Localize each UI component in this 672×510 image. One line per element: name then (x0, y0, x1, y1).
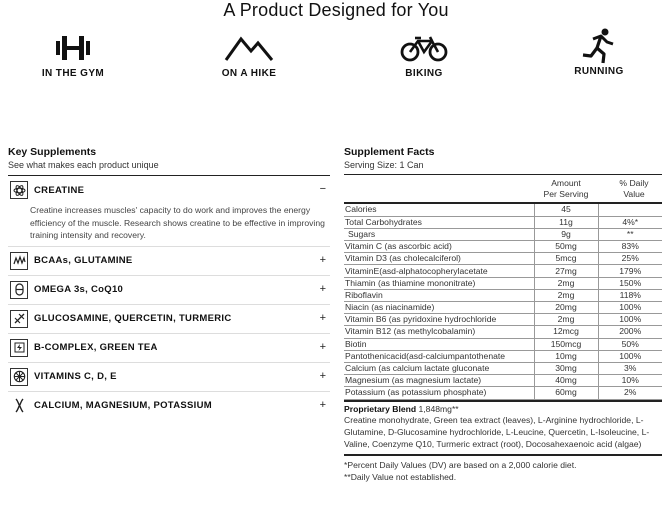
nutrient-name: Biotin (344, 338, 534, 350)
atom-icon (10, 181, 28, 199)
facts-table (344, 204, 662, 400)
nutrient-name: Vitamin C (as ascorbic acid) (344, 241, 534, 253)
expand-icon[interactable]: + (319, 253, 326, 266)
accordion-header[interactable] (8, 305, 330, 333)
nutrient-dv (598, 204, 662, 216)
nutrient-amount: 2mg (534, 289, 598, 301)
key-supplements-panel (8, 146, 330, 420)
nutrient-name: Calcium (as calcium lactate gluconate (344, 362, 534, 374)
facts-row (344, 289, 662, 301)
dv-header-line: % Daily (619, 178, 649, 188)
nutrient-dv: 100% (598, 350, 662, 362)
facts-row (344, 265, 662, 277)
zigzag-icon (10, 252, 28, 270)
accordion-header[interactable] (8, 276, 330, 304)
nutrient-dv: 2% (598, 387, 662, 399)
facts-row (344, 314, 662, 326)
nutrient-amount: 150mcg (534, 338, 598, 350)
nutrient-amount: 11g (534, 216, 598, 228)
activity-label: ON A HIKE (221, 68, 277, 79)
blend-amount: 1,848mg** (418, 403, 459, 414)
sun-icon (10, 368, 28, 386)
serving-size: Serving Size: 1 Can (344, 160, 424, 170)
nutrient-amount: 9g (534, 228, 598, 240)
nutrient-name: VitaminE(asd-alphatocopherylacetate (344, 265, 534, 277)
nutrient-name: Thiamin (as thiamine mononitrate) (344, 277, 534, 289)
runner-icon (579, 28, 619, 66)
joint-icon (10, 310, 28, 328)
amount-column-header (534, 178, 598, 200)
dumbbell-icon (53, 34, 93, 62)
nutrient-name: Niacin (as niacinamide) (344, 302, 534, 314)
footnote: **Daily Value not established. (344, 471, 457, 482)
nutrient-dv: ** (598, 228, 662, 240)
accordion-title: OMEGA 3s, CoQ10 (34, 284, 124, 295)
accordion-item-calcium (8, 392, 330, 420)
facts-row (344, 216, 662, 228)
activity-biking (364, 34, 484, 79)
nutrient-dv: 100% (598, 302, 662, 314)
footnotes (344, 454, 662, 483)
amount-header-line: Amount (551, 178, 581, 188)
bone-icon (10, 397, 28, 415)
accordion-title: VITAMINS C, D, E (34, 371, 117, 382)
accordion-item-omega (8, 276, 330, 305)
nutrient-name: Total Carbohydrates (344, 216, 534, 228)
facts-row (344, 326, 662, 338)
collapse-icon[interactable]: − (319, 183, 326, 195)
nutrient-name: Sugars (344, 228, 534, 240)
section-subtitle: See what makes each product unique (8, 160, 159, 170)
expand-icon[interactable]: + (319, 282, 326, 295)
proprietary-blend (344, 400, 662, 451)
nutrient-dv: 179% (598, 265, 662, 277)
facts-header (344, 174, 662, 204)
capsule-icon (10, 281, 28, 299)
facts-row (344, 387, 662, 399)
expand-icon[interactable]: + (319, 369, 326, 382)
section-title: Supplement Facts (344, 146, 435, 158)
accordion-header[interactable] (8, 247, 330, 275)
nutrient-amount: 20mg (534, 302, 598, 314)
nutrient-amount: 10mg (534, 350, 598, 362)
bolt-icon (10, 339, 28, 357)
accordion-header[interactable] (8, 334, 330, 362)
nutrient-amount: 2mg (534, 314, 598, 326)
accordion-item-creatine (8, 176, 330, 247)
accordion-item-bcaas (8, 247, 330, 276)
nutrient-amount: 45 (534, 204, 598, 216)
nutrient-dv: 118% (598, 289, 662, 301)
facts-row (344, 204, 662, 216)
nutrient-name: Potassium (as potassium phosphate) (344, 387, 534, 399)
activity-hike (189, 34, 309, 79)
dv-column-header (606, 178, 662, 200)
activity-label: IN THE GYM (41, 68, 105, 79)
section-title: Key Supplements (8, 146, 97, 158)
expand-icon[interactable]: + (319, 340, 326, 353)
accordion-title: GLUCOSAMINE, QUERCETIN, TURMERIC (34, 313, 232, 324)
activity-label: RUNNING (574, 66, 624, 77)
nutrient-name: Vitamin B6 (as pyridoxine hydrochloride (344, 314, 534, 326)
facts-row (344, 253, 662, 265)
facts-row (344, 277, 662, 289)
facts-row (344, 362, 662, 374)
nutrient-amount: 50mg (534, 241, 598, 253)
activity-label: BIKING (405, 68, 443, 79)
expand-icon[interactable]: + (319, 311, 326, 324)
dv-header-line: Value (623, 189, 645, 199)
nutrient-name: Vitamin B12 (as methylcobalamin) (344, 326, 534, 338)
blend-ingredients: Creatine monohydrate, Green tea extract (leaves), L-Arginine hydrochloride, L-Glutamine, D-Glucosamine hydrochloride, L-Leucine, Quercetin, L-Isoleucine, L-Valine, Coenzyme Q10, Turmeric extract (root), Docosahexaenoic acid (algae) (344, 414, 650, 450)
nutrient-dv: 50% (598, 338, 662, 350)
nutrient-amount: 40mg (534, 375, 598, 387)
facts-row (344, 375, 662, 387)
nutrient-amount: 2mg (534, 277, 598, 289)
blend-title: Proprietary Blend (344, 403, 417, 414)
accordion-title: CALCIUM, MAGNESIUM, POTASSIUM (34, 400, 212, 411)
nutrient-amount: 60mg (534, 387, 598, 399)
nutrient-amount: 27mg (534, 265, 598, 277)
supplement-facts-panel (344, 146, 662, 483)
facts-row (344, 302, 662, 314)
facts-row (344, 338, 662, 350)
accordion-title: CREATINE (34, 184, 85, 196)
activity-row (0, 34, 672, 94)
blend-title-line (344, 404, 662, 414)
accordion-item-glucosamine (8, 305, 330, 334)
mountain-icon (224, 34, 274, 62)
activity-gym (13, 34, 133, 79)
expand-icon[interactable]: + (319, 398, 326, 411)
nutrient-dv: 200% (598, 326, 662, 338)
nutrient-dv: 25% (598, 253, 662, 265)
nutrient-name: Calories (344, 204, 534, 216)
nutrient-name: Riboflavin (344, 289, 534, 301)
nutrient-amount: 30mg (534, 362, 598, 374)
nutrient-name: Magnesium (as magnesium lactate) (344, 375, 534, 387)
facts-row (344, 228, 662, 240)
nutrient-name: Vitamin D3 (as cholecalciferol) (344, 253, 534, 265)
facts-row (344, 350, 662, 362)
nutrient-dv: 83% (598, 241, 662, 253)
nutrient-dv: 3% (598, 362, 662, 374)
accordion-title: BCAAs, GLUTAMINE (34, 255, 133, 266)
amount-header-line: Per Serving (543, 189, 589, 199)
page-title: A Product Designed for You (223, 0, 449, 20)
footnote: *Percent Daily Values (DV) are based on a 2,000 calorie diet. (344, 459, 577, 470)
nutrient-dv: 150% (598, 277, 662, 289)
nutrient-dv: 100% (598, 314, 662, 326)
activity-running (539, 34, 659, 77)
nutrient-amount: 12mcg (534, 326, 598, 338)
accordion-description: Creatine increases muscles' capacity to do work and improves the energy efficiency of the muscle. Research shows creatine to be effective in improving training intensity and recovery. (30, 205, 325, 240)
accordion-header[interactable] (8, 392, 330, 420)
nutrient-name: Pantothenicacid(asd-calciumpantothenate (344, 350, 534, 362)
accordion-header[interactable] (8, 176, 330, 204)
accordion-header[interactable] (8, 363, 330, 391)
nutrient-dv: 10% (598, 375, 662, 387)
accordion-item-vitamins (8, 363, 330, 392)
nutrient-dv: 4%* (598, 216, 662, 228)
nutrient-amount: 5mcg (534, 253, 598, 265)
facts-row (344, 241, 662, 253)
accordion-item-bcomplex (8, 334, 330, 363)
accordion-title: B-COMPLEX, GREEN TEA (34, 342, 158, 353)
bicycle-icon (399, 34, 449, 62)
